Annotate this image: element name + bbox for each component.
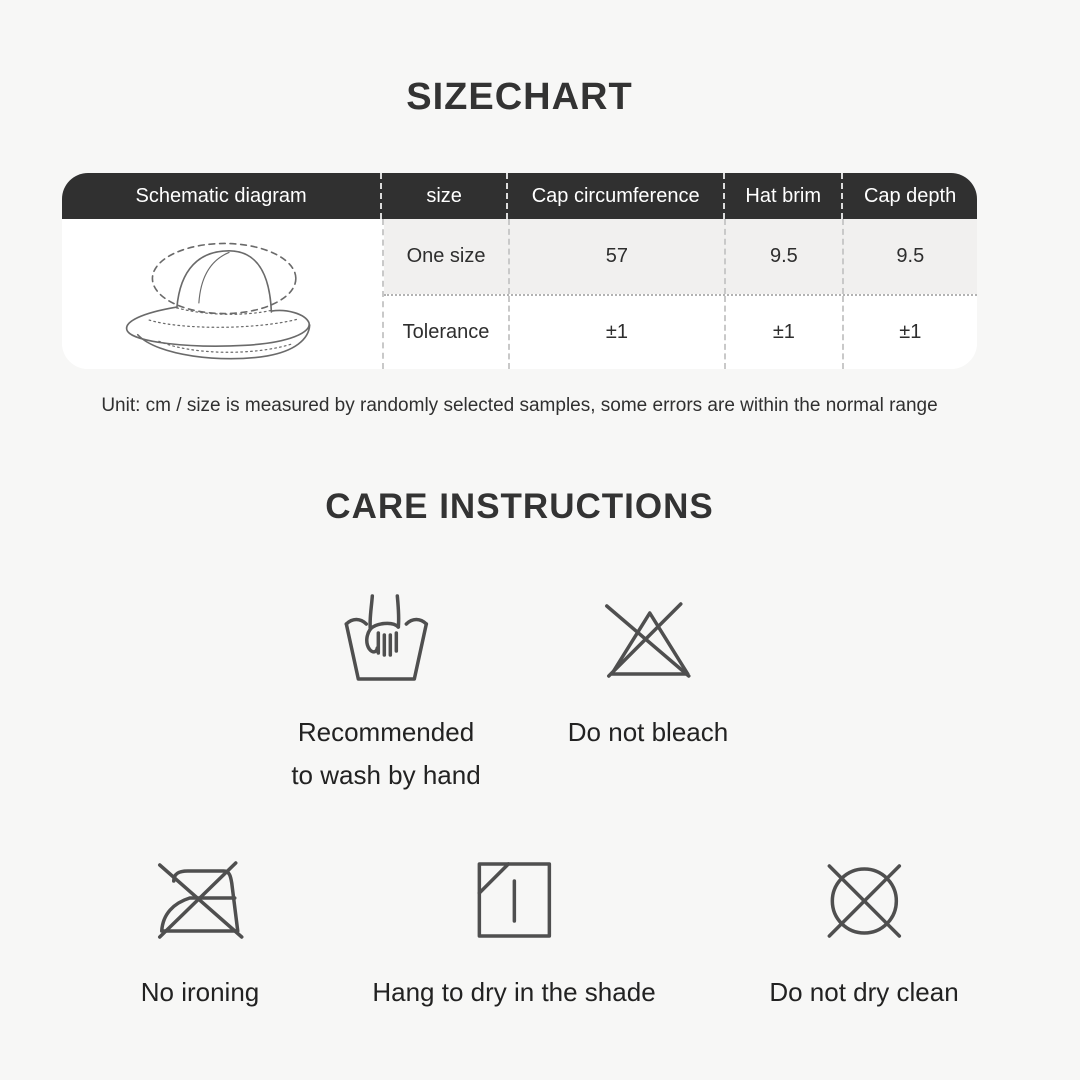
header-hat-brim: Hat brim — [723, 173, 841, 219]
cell-value: ±1 — [724, 296, 842, 369]
hat-schematic-icon — [100, 228, 345, 360]
hang-dry-shade-icon — [464, 851, 564, 951]
table-row-tolerance — [384, 294, 977, 369]
care-label: No ironing — [140, 977, 260, 1007]
care-label: Do not dry clean — [769, 977, 959, 1007]
header-cap-depth: Cap depth — [841, 173, 977, 219]
cell-value: ±1 — [842, 296, 977, 369]
do-not-bleach-icon — [598, 591, 698, 691]
cell-value: 9.5 — [724, 219, 842, 294]
header-schematic-diagram: Schematic diagram — [135, 184, 307, 207]
cell-value: 57 — [508, 219, 724, 294]
care-item-hand-wash — [291, 591, 480, 797]
cell-value: ±1 — [508, 296, 724, 369]
table-row-one-size — [384, 219, 977, 294]
unit-note: Unit: cm / size is measured by randomly selected samples, some errors are within the normal range — [101, 395, 938, 416]
do-not-dry-clean-icon — [814, 851, 914, 951]
size-chart-body — [62, 219, 977, 369]
cell-value: 9.5 — [842, 219, 977, 294]
header-cap-circumference: Cap circumference — [506, 173, 723, 219]
care-item-do-not-dry-clean — [769, 851, 958, 1014]
schematic-cell — [62, 219, 384, 369]
care-label: Hang to dry in the shade — [372, 977, 656, 1007]
care-item-hang-dry-shade — [372, 851, 655, 1014]
header-size: size — [380, 173, 506, 219]
care-label: Recommended to wash by hand — [291, 717, 481, 790]
care-label: Do not bleach — [567, 717, 729, 747]
cell-row-label: Tolerance — [402, 321, 490, 343]
main-content — [62, 0, 977, 527]
size-chart-header-row — [62, 173, 977, 219]
hand-wash-icon — [336, 591, 436, 691]
care-item-no-ironing — [141, 851, 260, 1014]
size-chart-table — [62, 173, 977, 369]
care-item-do-not-bleach — [568, 591, 728, 754]
page-title: SIZECHART — [406, 76, 633, 118]
no-ironing-icon — [150, 851, 250, 951]
size-chart-data — [384, 219, 977, 369]
cell-row-label: One size — [406, 245, 486, 267]
care-instructions-title: CARE INSTRUCTIONS — [325, 487, 714, 526]
